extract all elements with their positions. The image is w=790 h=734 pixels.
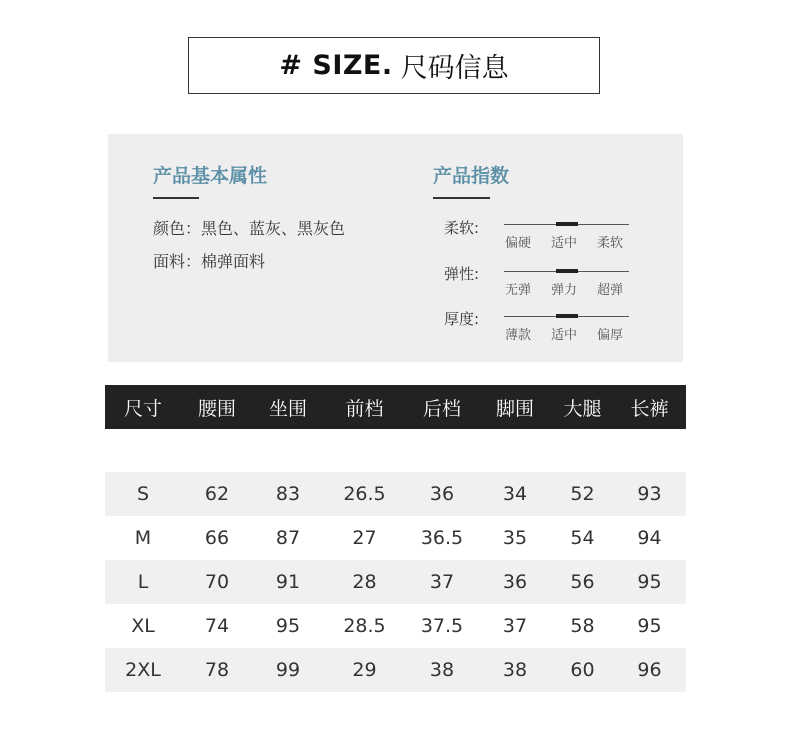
table-cell: 83 [253, 472, 323, 516]
table-cell: 28.5 [343, 615, 386, 637]
table-cell: 36 [406, 472, 478, 516]
table-cell: 74 [204, 615, 230, 637]
attribute-color: 颜色：黑色、蓝灰、黑灰色 [153, 219, 346, 238]
cell-size: M [134, 527, 152, 549]
header-hip: 坐围 [253, 385, 323, 429]
table-cell: 54 [570, 527, 595, 549]
table-cell: 95 [637, 615, 662, 637]
table-cell: 93 [613, 472, 686, 516]
table-cell: 94 [637, 527, 662, 549]
table-cell: 78 [181, 648, 253, 692]
table-cell: 36.5 [420, 527, 464, 549]
thickness-scale [504, 316, 629, 346]
header-leg-opening: 脚围 [478, 385, 552, 429]
table-cell: 29 [323, 648, 406, 692]
header-size: 尺寸 [105, 385, 181, 429]
table-row [105, 604, 686, 648]
scale-selected-marker [556, 222, 578, 226]
table-cell: 38 [406, 648, 478, 692]
index-title-rule [433, 197, 490, 199]
table-row [105, 560, 686, 604]
softness-label: 柔软: [444, 219, 480, 237]
header-waist: 腰围 [181, 385, 253, 429]
table-cell: 37 [406, 560, 478, 604]
scale-option: 偏硬 [505, 236, 532, 251]
scale-selected-marker [556, 269, 578, 273]
header-back-rise: 后档 [406, 385, 478, 429]
cell-size: 2XL [105, 648, 181, 692]
table-cell: 95 [275, 615, 301, 637]
table-cell: 87 [275, 527, 301, 549]
table-row [105, 472, 686, 516]
header-thigh: 大腿 [552, 385, 613, 429]
title-en: # SIZE. [279, 50, 393, 81]
scale-option: 无弹 [505, 283, 532, 298]
table-header-row [105, 385, 686, 429]
table-cell: 56 [552, 560, 613, 604]
basic-title-rule [153, 197, 199, 199]
page-title-box [188, 37, 600, 94]
scale-option: 薄款 [505, 328, 532, 343]
table-cell: 52 [552, 472, 613, 516]
table-cell: 91 [253, 560, 323, 604]
scale-option: 适中 [551, 236, 578, 251]
table-cell: 28 [323, 560, 406, 604]
table-cell: 95 [613, 560, 686, 604]
scale-option: 柔软 [597, 236, 624, 251]
elasticity-label: 弹性: [444, 265, 480, 283]
title-cn: 尺码信息 [400, 53, 509, 84]
elasticity-scale [504, 271, 629, 301]
table-cell: 36 [478, 560, 552, 604]
table-cell: 99 [253, 648, 323, 692]
size-table [105, 385, 686, 692]
table-cell: 60 [552, 648, 613, 692]
product-index-title: 产品指数 [433, 165, 510, 187]
table-cell: 66 [204, 527, 230, 549]
cell-size: XL [131, 615, 155, 637]
table-spacer-row [105, 429, 686, 472]
table-cell: 38 [478, 648, 552, 692]
table-cell: 35 [502, 527, 528, 549]
table-cell: 26.5 [323, 472, 406, 516]
softness-scale [504, 224, 629, 254]
table-cell: 27 [352, 527, 377, 549]
table-row [105, 516, 686, 560]
table-row [105, 648, 686, 692]
table-cell: 37.5 [420, 615, 464, 637]
header-length: 长裤 [613, 385, 686, 429]
scale-option: 偏厚 [597, 328, 624, 343]
table-cell: 62 [181, 472, 253, 516]
product-info-panel [108, 134, 683, 362]
scale-option: 超弹 [597, 283, 624, 298]
attribute-fabric: 面料：棉弹面料 [153, 252, 266, 271]
table-cell: 37 [502, 615, 528, 637]
scale-selected-marker [556, 314, 578, 318]
header-front-rise: 前档 [323, 385, 406, 429]
table-cell: 58 [570, 615, 595, 637]
table-cell: 96 [613, 648, 686, 692]
basic-attributes-title: 产品基本属性 [153, 165, 268, 187]
table-cell: 70 [181, 560, 253, 604]
scale-option: 适中 [551, 328, 578, 343]
thickness-label: 厚度: [444, 310, 480, 328]
scale-option: 弹力 [551, 283, 578, 298]
table-cell: 34 [478, 472, 552, 516]
cell-size: L [105, 560, 181, 604]
cell-size: S [105, 472, 181, 516]
